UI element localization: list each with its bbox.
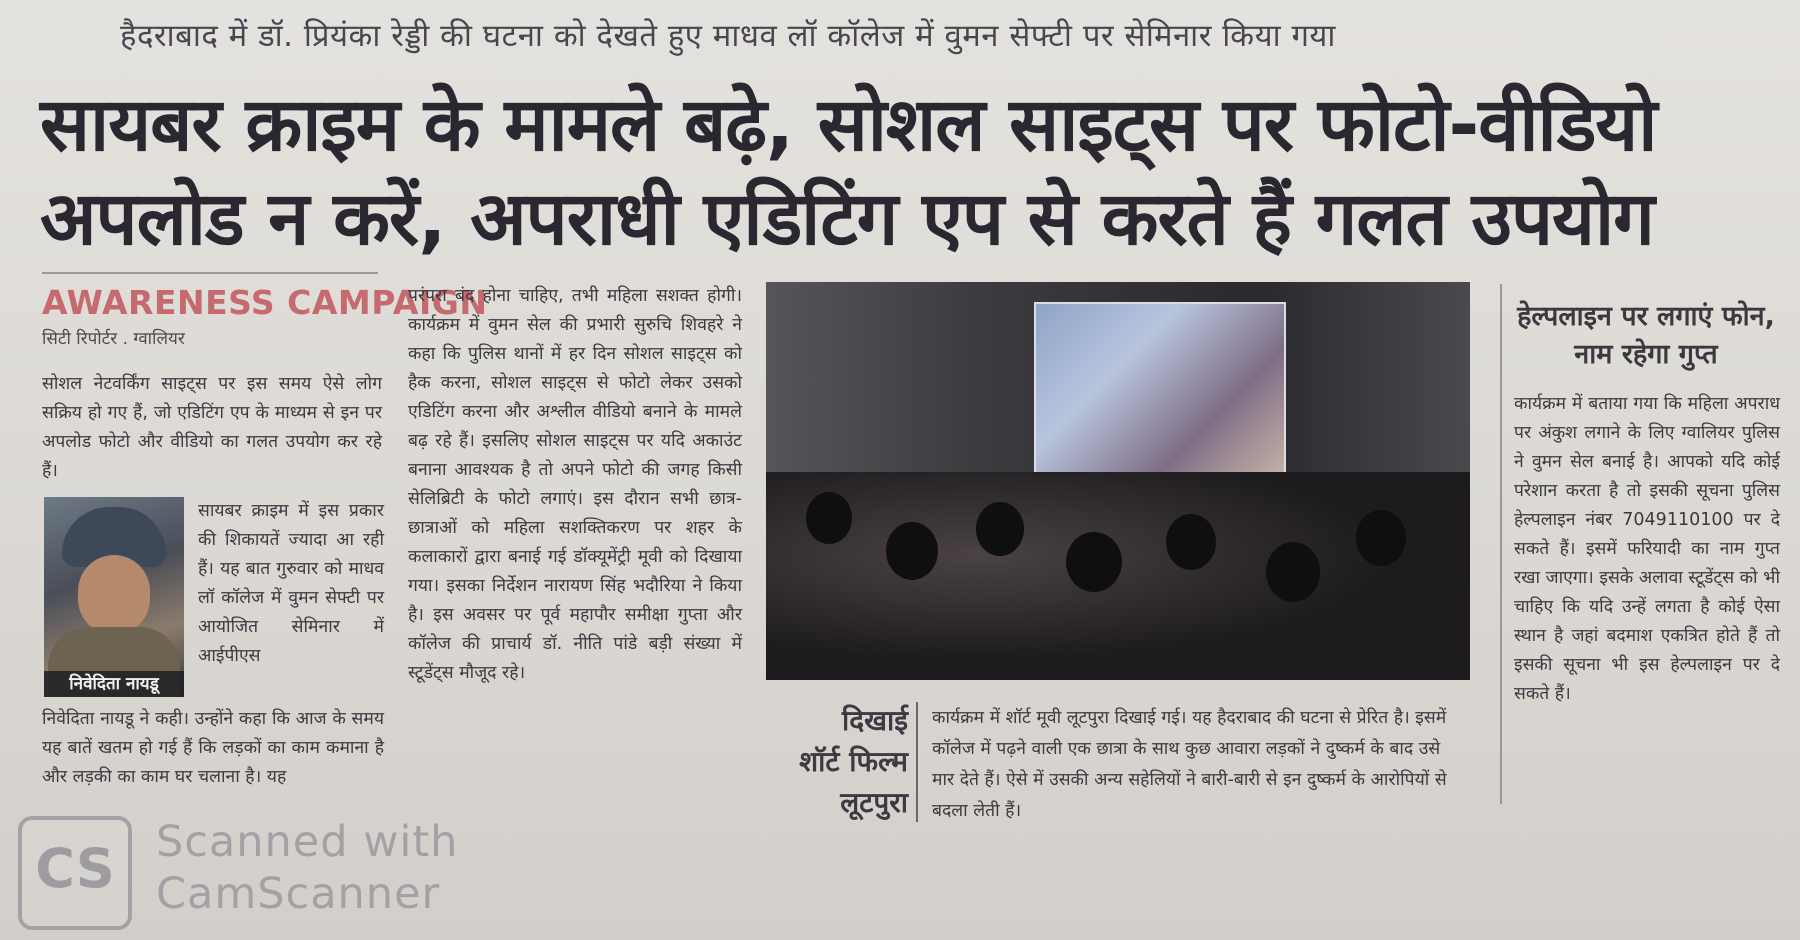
watermark-line-1: Scanned with (156, 817, 459, 867)
photo-subhead (758, 700, 908, 823)
subhead-divider (916, 702, 918, 822)
audience-head (886, 522, 938, 580)
main-headline (40, 78, 1800, 266)
audience-head (806, 492, 852, 544)
audience-head (976, 502, 1024, 556)
audience-head (1066, 532, 1122, 592)
subhead-line-1: दिखाई (841, 704, 908, 737)
column-divider (1500, 284, 1502, 804)
article-wrap-text: सायबर क्राइम में इस प्रकार की शिकायतें ज्यादा आ रही हैं। यह बात गुरुवार को माधव लॉ कॉलेज में वुमन सेफ्टी पर आयोजित सेमिनार में आईपीएस (198, 501, 384, 666)
sidebar-title: हेल्पलाइन पर लगाएं फोन, नाम रहेगा गुप्त (1517, 301, 1775, 370)
watermark-line-2: CamScanner (156, 869, 441, 919)
headline-line-1: सायबर क्राइम के मामले बढ़े, सोशल साइट्स पर फोटो-वीडियो (40, 82, 1657, 168)
audience-head (1166, 514, 1216, 570)
subhead-line-2: शॉर्ट फिल्म (799, 745, 908, 778)
sidebar-body: कार्यक्रम में बताया गया कि महिला अपराध पर अंकुश लगाने के लिए ग्वालियर पुलिस ने वुमन सेल बनाई है। आपको यदि कोई परेशान करता है तो इसकी सूचना पुलिस हेल्पलाइन नंबर 7049110100 पर दे सकते हैं। इसमें फरियादी का नाम गुप्त रखा जाएगा। इसके अलावा स्टूडेंट्स को भी चाहिए कि यदि उन्हें लगता है कोई ऐसा स्थान है जहां बदमाश एकत्रित होते हैं तो इसकी सूचना भी इस हेल्पलाइन पर दे सकते हैं। (1514, 394, 1780, 704)
portrait-caption: निवेदिता नायडू (44, 671, 184, 697)
face-shape (78, 555, 150, 635)
subhead-line-3: लूटपुरा (840, 786, 908, 819)
portrait-photo (44, 497, 184, 697)
camscanner-watermark (156, 816, 458, 920)
camscanner-logo: CS (18, 816, 132, 930)
article-intro: सोशल नेटवर्किंग साइट्स पर इस समय ऐसे लोग सक्रिय हो गए हैं, जो एडिटिंग एप के माध्यम से इन पर अपलोड फोटो और वीडियो का गलत उपयोग कर रहे हैं। (42, 374, 382, 481)
audience-head (1356, 510, 1406, 566)
article-bottom-text: निवेदिता नायडू ने कही। उन्होंने कहा कि आज के समय यह बातें खतम हो गई हैं कि लड़कों का काम कमाना है और लड़की का काम घर चलाना है। यह (42, 709, 384, 787)
kicker-headline: हैदराबाद में डॉ. प्रियंका रेड्डी की घटना को देखते हुए माधव लॉ कॉलेज में वुमन सेफ्टी पर सेमिनार किया गया (120, 18, 1336, 54)
seminar-photo (766, 282, 1470, 680)
byline: सिटी रिपोर्टर . ग्वालियर (42, 329, 185, 349)
campaign-label: AWARENESS CAMPAIGN (42, 283, 488, 322)
column-rule (42, 272, 378, 274)
headline-line-2: अपलोड न करें, अपराधी एडिटिंग एप से करते हैं गलत उपयोग (40, 176, 1654, 262)
photo-caption-text: कार्यक्रम में शॉर्ट मूवी लूटपुरा दिखाई गई। यह हैदराबाद की घटना से प्रेरित है। इसमें कॉलेज में पढ़ने वाली एक छात्रा के साथ कुछ आवारा लड़कों ने दुष्कर्म के बाद उसे मार देते हैं। ऐसे में उसकी अन्य सहेलियों ने बारी-बारी से इन दुष्कर्म के आरोपियों से बदला लेती हैं। (932, 708, 1447, 821)
article-column-2: परंपरा बंद होना चाहिए, तभी महिला सशक्त होगी। कार्यक्रम में वुमन सेल की प्रभारी सुरुचि शिवहरे ने कहा कि पुलिस थानों में हर दिन सोशल साइट्स को हैक करना, सोशल साइट्स से फोटो लेकर उसको एडिटिंग करना और अश्लील वीडियो बनाने के मामले बढ़ रहे हैं। इसलिए सोशल साइट्स पर यदि अकाउंट बनाना आवश्यक है तो अपने फोटो की जगह किसी सेलिब्रिटी के फोटो लगाएं। इस दौरान सभी छात्र-छात्राओं को महिला सशक्तिकरण पर शहर के कलाकारों द्वारा बनाई गई डॉक्यूमेंट्री मूवी को दिखाया गया। इसका निर्देशन नारायण सिंह भदौरिया ने किया है। इस अवसर पर पूर्व महापौर समीक्षा गुप्ता और कॉलेज की प्राचार्य डॉ. नीति पांडे बड़ी संख्या में स्टूडेंट्स मौजूद रहे। (408, 286, 742, 683)
audience-head (1266, 542, 1320, 602)
projector-screen (1034, 302, 1286, 474)
